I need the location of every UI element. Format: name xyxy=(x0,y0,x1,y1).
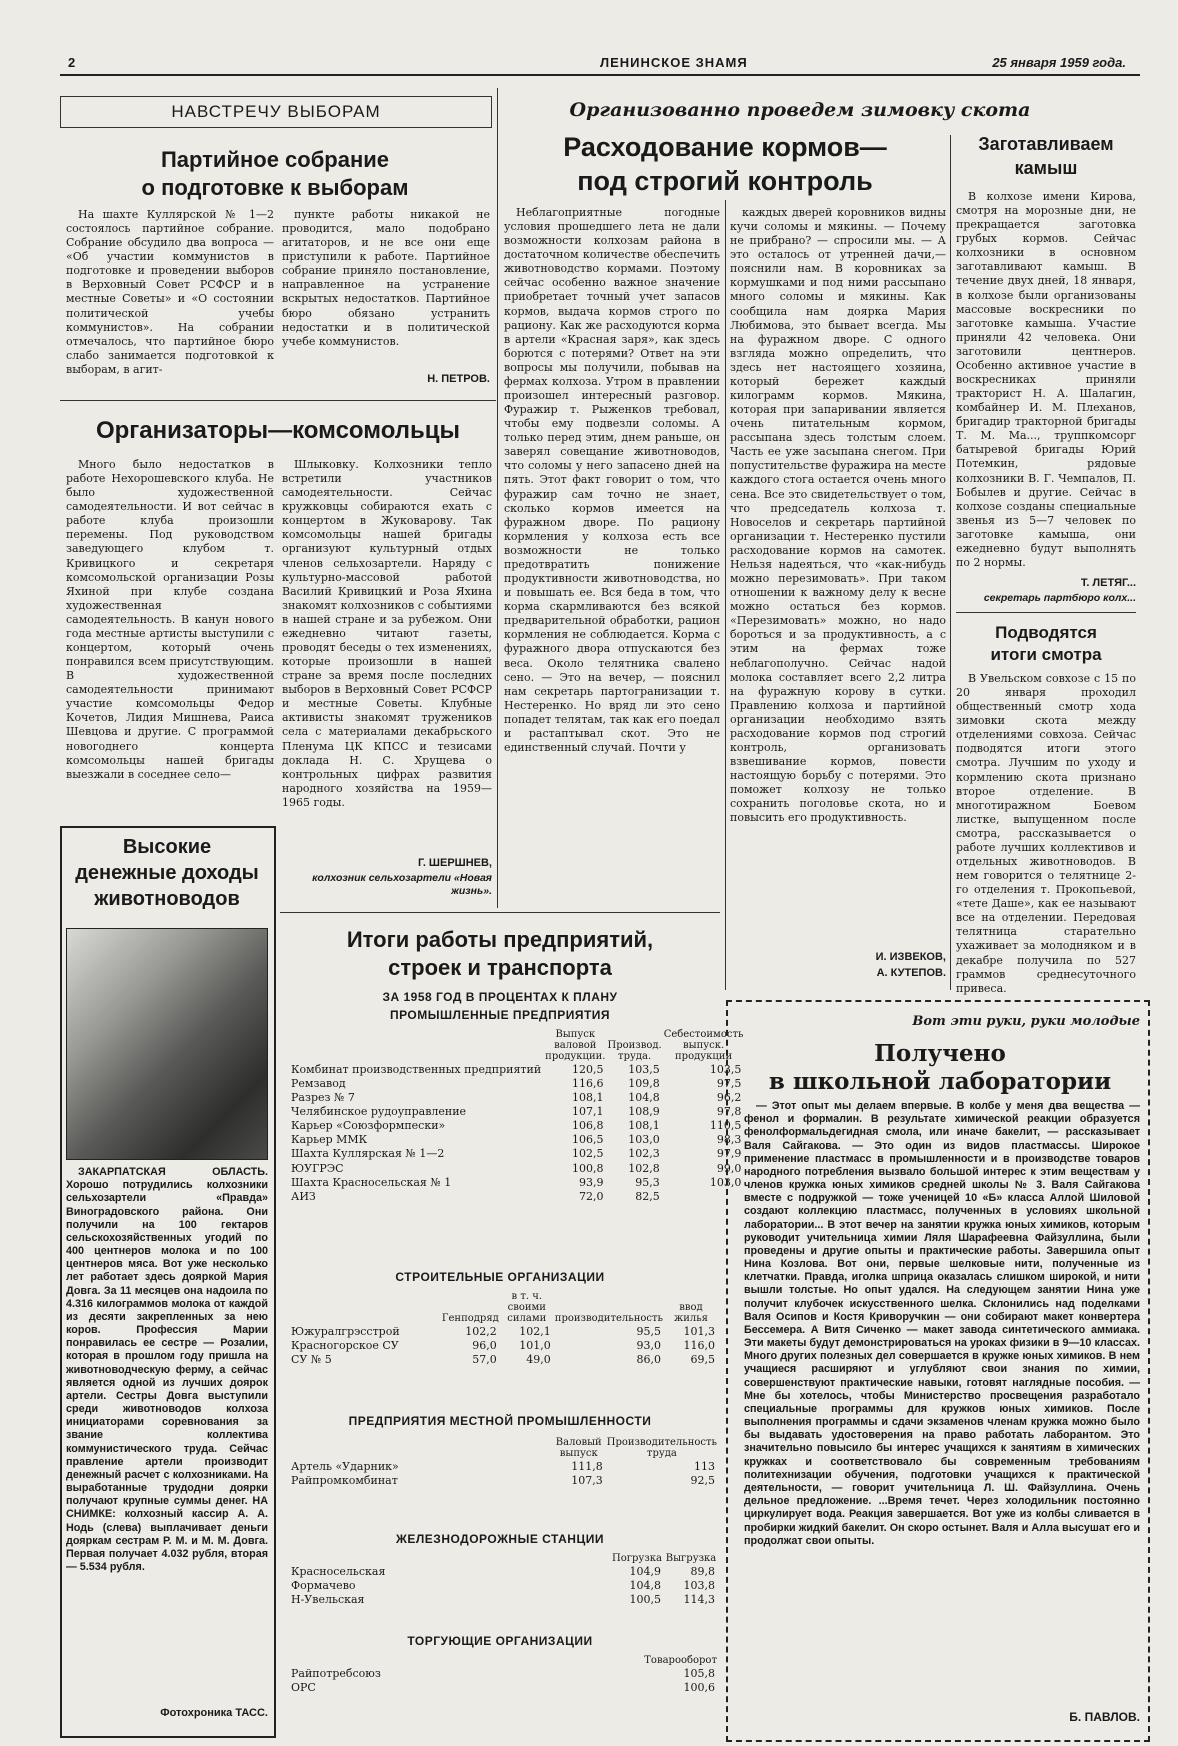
election-text-2: пункте работы никакой не проводится, мало подобрано агитаторов, и не все они еще приступили к работе. Партийное собрание приняло постановление, направленное на устранение вскрытых недостатков. Партийное бюро обязано устранить недостатки и в политической учебе коммунистов. xyxy=(282,208,490,348)
industrial-row-label: Разрез № 7 xyxy=(291,1091,355,1105)
construction-header: производительность xyxy=(554,1313,663,1324)
construction-row-value: 93,0 xyxy=(636,1339,661,1353)
trade-rows xyxy=(288,1667,718,1695)
trade-table xyxy=(288,1654,718,1695)
industrial-row-label: ЮУГРЭС xyxy=(291,1161,344,1175)
industrial-row-label: Карьер ММК xyxy=(291,1133,368,1147)
construction-row-value: 116,0 xyxy=(683,1339,715,1353)
industrial-row xyxy=(288,1091,744,1105)
reed-title xyxy=(956,132,1136,180)
industrial-row-label: Комбинат производственных предприятий xyxy=(291,1063,542,1076)
railway-table xyxy=(288,1552,718,1607)
review-title-line2: итоги смотра xyxy=(990,645,1102,664)
fodder-title-line2: под строгий контроль xyxy=(577,166,873,196)
trade-heading: ТОРГУЮЩИЕ ОРГАНИЗАЦИИ xyxy=(407,1634,593,1648)
industrial-row xyxy=(288,1176,744,1190)
local-rows xyxy=(288,1460,718,1488)
fodder-rubric: Организованно проведем зимовку скота xyxy=(569,99,1031,121)
komsomol-column-1 xyxy=(66,458,274,810)
construction-header-blank xyxy=(288,1290,441,1325)
construction-row-value: 57,0 xyxy=(472,1353,497,1367)
construction-row-label: Красногорское СУ xyxy=(291,1339,399,1353)
school-rubric: Вот эти руки, руки молодые xyxy=(912,1014,1140,1029)
local-heading: ПРЕДПРИЯТИЯ МЕСТНОЙ ПРОМЫШЛЕННОСТИ xyxy=(348,1414,652,1428)
reed-signature-role: секретарь партбюро колх... xyxy=(983,592,1136,604)
industrial-row-label: Ремзавод xyxy=(291,1077,346,1091)
industrial-row-label: Шахта Куллярская № 1—2 xyxy=(291,1147,445,1161)
industrial-row-label: Челябинское рудоуправление xyxy=(291,1105,467,1119)
fodder-signature-1: И. ИЗВЕКОВ, xyxy=(875,951,946,963)
construction-header: ввод жилья xyxy=(674,1302,708,1324)
review-text: В Увельском совхозе с 15 по 20 января проходил общественный смотр хода зимовки скота между отделениями совхоза. Сейчас подводятся итоги этого смотра. Лучшим по уходу и кормлению скота признано второе отделение. В многотиражном Боевом листке, выпущенном после смотра, рассказывается о работе лучших коллективов и отдельных животноводов. В нем говорится о телятнице 2-го отделения т. Прокопьевой, «тете Даше», как ее называют все на отделении. Передовая телятница старательно ухаживает за молодняком и в декабре получила по 527 граммов среднесуточного привеса. xyxy=(956,672,1136,995)
railway-row xyxy=(288,1593,718,1607)
industrial-row-value: 106,5 xyxy=(571,1133,604,1147)
results-subtitle: ЗА 1958 ГОД В ПРОЦЕНТАХ К ПЛАНУ xyxy=(382,990,618,1004)
construction-header: в т. ч. своими силами xyxy=(507,1291,547,1324)
local-row-value: 107,3 xyxy=(571,1474,603,1488)
industrial-row xyxy=(288,1063,744,1077)
trade-header-blank xyxy=(288,1654,643,1667)
trade-row-label: Райпотребсоюз xyxy=(291,1667,381,1680)
income-text-block xyxy=(66,1166,268,1692)
industrial-row-value: 102,5 xyxy=(571,1147,604,1161)
column-rule xyxy=(725,200,726,990)
trade-row-label: ОРС xyxy=(291,1681,316,1695)
income-title xyxy=(64,834,270,912)
railway-table-wrap xyxy=(288,1552,718,1607)
industrial-row-value: 108,9 xyxy=(628,1105,660,1119)
trade-row-value: 105,8 xyxy=(683,1667,715,1680)
railway-row-value: 114,3 xyxy=(683,1593,715,1607)
income-title-line1: Высокие xyxy=(122,836,212,858)
review-title-line1: Подводятся xyxy=(995,623,1097,642)
industrial-rows xyxy=(288,1063,744,1204)
column-rule xyxy=(497,88,498,908)
industrial-row-value: 103,5 xyxy=(628,1063,660,1076)
industrial-row-value: 96,2 xyxy=(716,1091,742,1105)
industrial-row-value: 100,8 xyxy=(571,1161,604,1175)
railway-rows xyxy=(288,1565,718,1607)
income-title-line3: животноводов xyxy=(94,888,240,910)
industrial-row-value: 110,5 xyxy=(709,1119,742,1133)
results-title-line2: строек и транспорта xyxy=(388,955,612,980)
industrial-row xyxy=(288,1162,744,1176)
construction-row-value: 96,0 xyxy=(472,1339,497,1353)
komsomol-title: Организаторы—комсомольцы xyxy=(95,417,461,444)
section-rule xyxy=(956,612,1136,613)
construction-table-wrap xyxy=(288,1290,718,1367)
column-rule xyxy=(950,135,951,990)
school-title-line1: Получено xyxy=(874,1040,1006,1067)
local-row xyxy=(288,1460,718,1474)
industrial-row-value: 108,1 xyxy=(571,1091,604,1105)
construction-row-value: 86,0 xyxy=(636,1353,661,1367)
section-rule xyxy=(280,912,720,913)
industrial-row-value: 98,3 xyxy=(716,1133,742,1147)
industrial-row xyxy=(288,1190,744,1204)
local-header: Валовый выпуск xyxy=(555,1437,602,1459)
railway-header: Погрузка xyxy=(612,1553,662,1564)
industrial-row-value: 93,9 xyxy=(578,1175,604,1189)
results-title xyxy=(280,926,720,982)
election-title-line1: Партийное собрание xyxy=(160,147,390,172)
industrial-row xyxy=(288,1133,744,1147)
industrial-header: Себестоимость выпуск. продукции xyxy=(663,1029,744,1062)
industrial-row-value: 72,0 xyxy=(578,1189,604,1203)
local-header-blank xyxy=(288,1436,552,1460)
komsomol-text-2: Шлыковку. Колхозники тепло встретили участников самодеятельности. Сейчас кружковцы собираются ехать с концертом в Жуковарову. Так комсомольцы нашей бригады организуют культурный отдых членов сельхозартели. Наряду с культурно-массовой работой Василий Кривицкий и Роза Яхина знакомят колхозников с событиями в нашей стране и за рубежом. Они ежедневно читают газеты, проводят беседы о тех изменениях, которые произошли в нашей стране за время после последних выборов в Верховный Совет РСФСР и местные Советы. Клубные активисты знакомят тружеников села с материалами декабрьского Пленума ЦК КПСС и тезисами доклада Н. С. Хрущева о контрольных цифрах развития народного хозяйства на 1959—1965 годы. xyxy=(282,458,492,809)
local-row-label: Райпромкомбинат xyxy=(291,1474,398,1488)
local-header: Производительность труда xyxy=(606,1437,717,1459)
railway-row-label: Красносельская xyxy=(291,1565,386,1578)
industrial-table-wrap xyxy=(288,1028,744,1204)
industrial-row-label: Шахта Красносельская № 1 xyxy=(291,1175,452,1189)
school-text-block xyxy=(744,1100,1140,1704)
construction-row-value: 95,5 xyxy=(636,1325,661,1338)
construction-row-value: 102,1 xyxy=(519,1325,551,1338)
results-title-line1: Итоги работы предприятий, xyxy=(346,927,654,952)
election-column-2 xyxy=(282,208,490,368)
industrial-row-value: 106,8 xyxy=(571,1119,604,1133)
reed-signature: Т. ЛЕТЯГ... xyxy=(1080,577,1136,589)
railway-row-value: 104,9 xyxy=(629,1565,661,1578)
construction-row-label: СУ № 5 xyxy=(291,1353,332,1367)
industrial-row xyxy=(288,1077,744,1091)
construction-row xyxy=(288,1339,718,1353)
komsomol-signature: Г. ШЕРШНЕВ, xyxy=(417,857,492,869)
construction-row-value: 101,0 xyxy=(519,1339,551,1353)
election-column-1 xyxy=(66,208,274,388)
trade-table-wrap xyxy=(288,1654,718,1695)
industrial-row-value: 107,1 xyxy=(571,1105,604,1119)
election-signature: Н. ПЕТРОВ. xyxy=(427,373,490,385)
reed-text: В колхозе имени Кирова, смотря на морозные дни, не прекращается заготовка грубых кормов. Сейчас колхозники в основном заготавливают камыш. В течение двух дней, 18 января, в колхозе были организованы массовые воскресники по заготовке камыша. Участие приняли 42 человека. Они заготовили центнеров. Особенно активное участие в воскресниках приняли тракторист Н. А. Шалагин, комбайнер И. М. Плеханов, бригадир тракторной бригады Т. М. Ма..., труппкомсорг батыревой бригады Юрий Потемкин, рядовые колхозники В. Г. Чемпалов, П. Бобылев и другие. Сейчас в колхозе созданы специальные звенья из 5—7 человек по заготовке камыша, они ежедневно будут выполнять по 2 нормы. xyxy=(956,190,1136,570)
trade-header: Товарооборот xyxy=(644,1655,717,1666)
industrial-row-value: 97,8 xyxy=(716,1105,742,1119)
election-rubric: НАВСТРЕЧУ ВЫБОРАМ xyxy=(60,96,492,128)
income-title-line2: денежные доходы xyxy=(75,862,259,884)
fodder-text-2: каждых дверей коровников видны кучи соломы и мякины. — Почему не прибрано? — спросили мы. — А это осталось от утренней дачи,— пояснили нам. В коровниках за кормушками и под ними рассыпано много соломы и мякины. Как сообщила нам доярка Мария Любимова, это бывает всегда. Мы на фуражном дворе. С одного взгляда можно определить, что здесь нет настоящего хозяина, который бережет каждый килограмм кормов. Мякина, которая при запаривании является очень питательным кормом, рассыпана здесь толстым слоем. Часть ее уже засыпана снегом. При попустительстве фуражира на месте каждого стога остается очень много сена. Все это свидетельствует о том, что председатель колхоза т. Новоселов и секретарь партийной организации т. Нестеренко пустили расходование кормов на самотек. Нельзя надеяться, что «как-нибудь можно перезимовать». При таком отношении к важному делу к весне можно остаться без кормов. «Перезимовать» можно, но надо бороться и за продуктивность, а с этим на фермах тоже неблагополучно. Сейчас надой молока составляет всего 2,2 литра на фуражную корову в сутки. Правлению колхоза и партийной организации необходимо взять расходование кормов под строгий контроль, организовать взвешивание кормов, повести настоящую борьбу с потерями. Это поможет колхозу не только сохранить поголовье скота, но и повысить его продуктивность. xyxy=(730,206,946,825)
industrial-row-label: Карьер «Союзформпески» xyxy=(291,1119,446,1133)
railway-row-value: 89,8 xyxy=(690,1565,715,1578)
photo-dairy-workers xyxy=(66,928,268,1160)
railway-row-label: Н-Увельская xyxy=(291,1593,365,1607)
local-row-value: 111,8 xyxy=(571,1460,603,1473)
industrial-row-value: 116,6 xyxy=(571,1077,604,1091)
construction-row-value: 101,3 xyxy=(683,1325,715,1338)
industrial-row-value: 97,5 xyxy=(716,1077,742,1091)
industrial-row-value: 103,0 xyxy=(709,1175,742,1189)
page-number: 2 xyxy=(68,55,76,70)
railway-row xyxy=(288,1565,718,1579)
reed-title-line2: камыш xyxy=(1014,158,1078,178)
industrial-row-value: 103,0 xyxy=(628,1133,660,1147)
school-title-line2: в школьной лаборатории xyxy=(768,1068,1112,1095)
industrial-row-value: 103,5 xyxy=(709,1063,742,1076)
railway-heading: ЖЕЛЕЗНОДОРОЖНЫЕ СТАНЦИИ xyxy=(396,1532,604,1546)
election-text-1: На шахте Куллярской № 1—2 состоялось партийное собрание. Собрание обсудило два вопроса — «Об участии коммунистов в подготовке и проведении выборов в Верховный Совет РСФСР и в местные Советы» и «О состоянии политической учебы коммунистов». На собрании отмечалось, что партийное бюро слабо занимается подготовкой к выборам, в агит- xyxy=(66,208,274,376)
railway-header-blank xyxy=(288,1552,610,1565)
industrial-row-value: 120,5 xyxy=(571,1063,604,1076)
fodder-title-line1: Расходование кормов— xyxy=(563,132,887,162)
railway-row xyxy=(288,1579,718,1593)
fodder-text-1: Неблагоприятные погодные условия прошедшего лета не дали возможности колхозам района в достаточном количестве обеспечить животноводство кормами. Поэтому сейчас особенно важное значение приобретает точный учет запасов кормов, выдача кормов строго по рациону. Как же расходуются корма в артели «Красная заря», как здесь борются с потерями? Ответ на эти вопросы мы получили, побывав на фермах колхоза. Утром в правлении произошел интересный разговор. Фуражир т. Рыженков требовал, чтобы ему подвезли соломы. А только перед этим, днем раньше, он заверял совещание животноводов, что соломы у него запасено дней на пять. Этот факт говорит о том, что фуражир сам точно не знает, сколько кормов имеется на фуражном дворе. По рациону кормления у колхоза есть все возможности не только предотвратить понижение продуктивности животноводства, но и повышать ее. Вся беда в том, что корма скармливаются без всякой предварительной обработки, рацион кормления не соблюдается. Корма с фуражного двора отпускаются без веса. Около телятника свалено сено. — Это на вечер, — пояснил нам секретарь партогранизации т. Нестеренко. Но вряд ли это сено попадет телятам, так как его поедал и растаптывал скот. Это не единственный случай. Почти у xyxy=(504,206,720,754)
industrial-row-value: 108,1 xyxy=(628,1119,660,1133)
construction-row xyxy=(288,1325,718,1339)
komsomol-signature-role: колхозник сельхозартели «Новая жизнь». xyxy=(312,872,492,898)
newspaper-name: ЛЕНИНСКОЕ ЗНАМЯ xyxy=(600,55,748,70)
construction-table xyxy=(288,1290,718,1367)
review-title xyxy=(956,622,1136,666)
railway-row-value: 103,8 xyxy=(683,1579,715,1593)
local-row-value: 113 xyxy=(694,1460,715,1473)
industrial-row-value: 97,9 xyxy=(716,1147,742,1161)
construction-row-value: 102,2 xyxy=(465,1325,497,1338)
industrial-header: Выпуск валовой продукции. xyxy=(545,1029,606,1062)
local-row-value: 92,5 xyxy=(690,1474,715,1488)
school-text: — Этот опыт мы делаем впервые. В колбе у меня два вещества — фенол и формалин. В результате химической реакции образуется фенолформальдегидная смола, или иначе бакелит, — рассказывает Валя Сайгакова. — Это один из видов пластмассы. Широкое применение пластмасс в промышленности и в производстве товаров народного потребления вызвало большой интерес к этим веществам у членов кружка юных химиков средней школы № 3. Валя Сайгакова вместе с подружкой — тоже ученицей 10 «Б» класса Аллой Шиловой создают коллекцию пластмасс, полученных в условиях школьной лаборатории... В этот вечер на занятии кружка юных химиков, которым руководит учительница химии Ляля Шарафеевна Файзуллина, были проведены и другие опыты и практические работы. Завершила опыт Нина Козлова. Вот они, первые шелковые нити, полученные из клетчатки. Правда, иголка шприца оказалась слишком широкой, и нити вышли толстые. Но опыт удался. На следующем занятии Нина уже получит клубочек искусственного шелка. Склонились над поделками Валя Осипов и Костя Криворучкин — они собирают макет конвертера Бессемера. А Витя Сиченко — макет завода синтетического аммиака. Эти макеты будут демонстрироваться на уроках физики в 9—10 классах. Много других полезных дел совершается в кружке юных химиков. В нем учащиеся расширяют и углубляют свои знания по химии, совершенствуют практические навыки, готовят наглядные пособия. —Мне бы хотелось, чтобы Министерство просвещения разработало специальные программы для кружков юных химиков. После выполнения программы и сдачи экзаменов членам кружка можно было бы выдавать удостоверения на право работать лаборантом. Это значительно повысило бы интерес учащихся к занятиям в химических кружках и соответствовало бы современным требованиям политехнизации обучения, подготовки учащихся к практической деятельности, — говорит учительница Л. Ш. Файзуллина. Очень дельное предложение. ...Время течет. Через холодильник постоянно циркулирует вода. Реакция завершается. Вот уже из колбы сливается в пробирки жидкий бакелит. Он скоро остынет. Валя и Алла высушат его и продолжат свои опыты. xyxy=(744,1100,1140,1547)
industrial-row xyxy=(288,1147,744,1161)
railway-row-label: Формачево xyxy=(291,1579,356,1593)
construction-heading: СТРОИТЕЛЬНЫЕ ОРГАНИЗАЦИИ xyxy=(395,1270,605,1284)
industrial-row-value: 95,3 xyxy=(635,1175,660,1189)
trade-row xyxy=(288,1667,718,1681)
construction-row xyxy=(288,1353,718,1367)
industrial-row-value: 102,8 xyxy=(628,1161,660,1175)
komsomol-text-1: Много было недостатков в работе Нехорошевского клуба. Не было художественной самодеятельности. И вот сейчас в работе клуба произошли перемены. Под руководством заведующего клубом т. Кривицкого и секретаря комсомольской организации Розы Яхиной при клубе создана художественная самодеятельность. В канун нового года местные артисты выступили с концертом, который очень понравился всем присутствующим. В художественной самодеятельности принимают участие комсомольцы Федор Кочетов, Лидия Мишнева, Раиса Шевцова и другие. С программой новогоднего концерта комсомольцы нашей бригады выезжали в соседнее село— xyxy=(66,458,274,781)
school-signature: Б. ПАВЛОВ. xyxy=(1069,1710,1140,1724)
industrial-row-value: 104,8 xyxy=(628,1091,660,1105)
section-rule xyxy=(60,400,496,401)
election-title-line2: о подготовке к выборам xyxy=(141,175,409,200)
fodder-signature-2: А. КУТЕПОВ. xyxy=(876,967,946,979)
income-photo-credit: Фотохроника ТАСС. xyxy=(160,1707,268,1719)
industrial-row xyxy=(288,1105,744,1119)
local-table-wrap xyxy=(288,1436,718,1488)
railway-row-value: 104,8 xyxy=(629,1579,661,1593)
review-column xyxy=(956,672,1136,995)
construction-row-value: 49,0 xyxy=(526,1353,551,1367)
industrial-heading: ПРОМЫШЛЕННЫЕ ПРЕДПРИЯТИЯ xyxy=(389,1008,611,1022)
issue-date: 25 января 1959 года. xyxy=(992,55,1126,70)
railway-row-value: 100,5 xyxy=(629,1593,661,1607)
reed-title-line1: Заготавливаем xyxy=(978,134,1114,154)
industrial-table xyxy=(288,1028,744,1204)
industrial-row-value: 109,8 xyxy=(628,1077,660,1091)
industrial-header: Производ. труда. xyxy=(607,1040,662,1062)
railway-header: Выгрузка xyxy=(665,1553,717,1564)
construction-row-label: Южуралгрэсстрой xyxy=(291,1325,400,1338)
local-row-label: Артель «Ударник» xyxy=(291,1460,399,1473)
industrial-row xyxy=(288,1119,744,1133)
fodder-title xyxy=(500,130,950,198)
industrial-row-value: 102,3 xyxy=(628,1147,660,1161)
school-title xyxy=(740,1040,1140,1096)
industrial-row-value: 99,0 xyxy=(716,1161,742,1175)
industrial-row-value: 82,5 xyxy=(635,1189,660,1203)
fodder-column-1 xyxy=(504,206,720,906)
construction-rows xyxy=(288,1325,718,1367)
local-row xyxy=(288,1474,718,1488)
fodder-column-2 xyxy=(730,206,946,946)
construction-header: Генподряд xyxy=(441,1313,499,1324)
local-table xyxy=(288,1436,718,1488)
komsomol-column-2 xyxy=(282,458,492,816)
construction-row-value: 69,5 xyxy=(690,1353,715,1367)
industrial-header-blank xyxy=(288,1028,544,1063)
industrial-row-label: АИЗ xyxy=(291,1189,316,1203)
trade-row xyxy=(288,1681,718,1695)
masthead xyxy=(60,52,1140,76)
election-title xyxy=(60,146,490,202)
reed-column xyxy=(956,190,1136,572)
income-text: ЗАКАРПАТСКАЯ ОБЛАСТЬ. Хорошо потрудились колхозники сельхозартели «Правда» Виноградовского района. Они получили на 100 гектаров сельскохозяйственных угодий по 400 центнеров молока и по 100 центнеров мяса. Вот уже несколько лет работает здесь дояркой Мария Довга. За 11 месяцев она надоила по 4.316 килограммов молока от каждой из десяти закрепленных за нею коров. Профессия Марии понравилась ее сестре — Розалии, которая в прошлом году пришла на животноводческую ферму, а сейчас является одной из лучших доярок артели. Сестры Довга выступили среди животноводов колхоза инициаторами соревнования за звание коллектива коммунистического труда. Сейчас правление артели производит денежный расчет с колхозниками. На выработанные трудодни доярки получают крупные суммы денег. НА СНИМКЕ: колхозный кассир А. А. Нодь (слева) выплачивает деньги дояркам сестрам Р. М. и М. М. Довга. Первая получает 4.032 рубля, вторая — 5.534 рубля. xyxy=(66,1166,268,1574)
trade-row-value: 100,6 xyxy=(683,1681,715,1695)
